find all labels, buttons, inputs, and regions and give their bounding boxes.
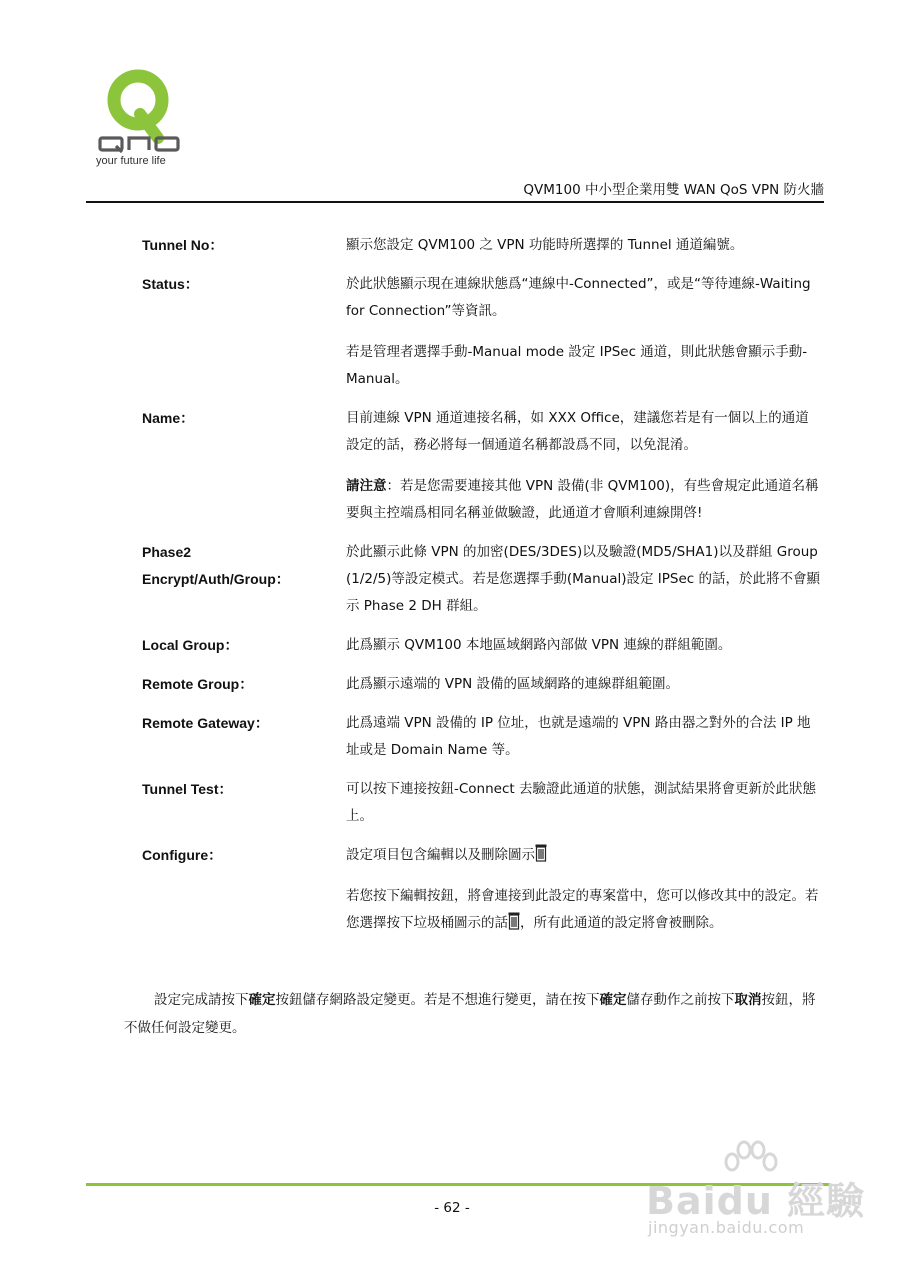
- watermark-url: jingyan.baidu.com: [648, 1218, 805, 1237]
- configure-text: 設定項目包含編輯以及刪除圖示: [346, 847, 535, 863]
- entry-paragraph: 此爲遠端 VPN 設備的 IP 位址，也就是遠端的 VPN 路由器之對外的合法 IP 地址或是 Domain Name 等。: [346, 715, 811, 758]
- entry-paragraph: 可以按下連接按鈕-Connect 去驗證此通道的狀態，測試結果將會更新於此狀態上。: [346, 781, 816, 824]
- qno-logo: [96, 62, 188, 172]
- entry-description: [346, 710, 822, 764]
- entry-label: [142, 539, 346, 620]
- entry-note: [346, 473, 822, 527]
- configure-detail: 若您按下編輯按鈕，將會連接到此設定的專案當中，您可以修改其中的設定。若您選擇按下垃圾桶圖示的話: [346, 888, 819, 931]
- note-strong: 確定: [248, 992, 276, 1008]
- definition-list: [142, 232, 822, 937]
- entry-label-line: Phase2: [142, 544, 192, 560]
- entry-local-group: [142, 632, 822, 659]
- entry-status: [142, 271, 822, 393]
- configure-detail-end: ，所有此通道的設定將會被刪除。: [520, 915, 723, 931]
- entry-description: [346, 271, 822, 393]
- note-text: 按鈕，將不做任何設定變更。: [124, 992, 816, 1036]
- entry-phase2: [142, 539, 822, 620]
- note-strong: 請注意: [346, 478, 387, 494]
- entry-label: Name：: [142, 410, 195, 426]
- entry-paragraph: 目前連線 VPN 通道連接名稱，如 XXX Office，建議您若是有一個以上的通道設定的話，務必將每一個通道名稱都設爲不同，以免混淆。: [346, 410, 809, 453]
- entry-label: Remote Gateway：: [142, 715, 269, 731]
- document-title: QVM100 中小型企業用雙 WAN QoS VPN 防火牆: [523, 182, 824, 198]
- entry-description: [346, 842, 822, 937]
- entry-paragraph: 此爲顯示 QVM100 本地區域網路內部做 VPN 連線的群組範圍。: [346, 637, 732, 653]
- entry-remote-group: [142, 671, 822, 698]
- qno-logo-icon: [96, 62, 188, 154]
- trash-icon: [535, 844, 547, 862]
- page-number: - 62 -: [434, 1200, 470, 1216]
- entry-label: Configure：: [142, 847, 223, 863]
- header-divider: [86, 201, 824, 203]
- entry-description: [346, 671, 822, 698]
- entry-label: Local Group：: [142, 637, 239, 653]
- entry-label: Remote Group：: [142, 676, 254, 692]
- entry-description: [346, 632, 822, 659]
- entry-paragraph: 顯示您設定 QVM100 之 VPN 功能時所選擇的 Tunnel 通道編號。: [346, 237, 744, 253]
- entry-label: Status：: [142, 276, 199, 292]
- entry-paragraph: 若是管理者選擇手動-Manual mode 設定 IPSec 通道，則此狀態會顯示手動-Manual。: [346, 344, 808, 387]
- entry-configure: [142, 842, 822, 937]
- note-strong: 取消: [734, 992, 762, 1008]
- note-text: 設定完成請按下: [154, 992, 249, 1008]
- trash-icon: [508, 912, 520, 930]
- entry-label: Tunnel Test：: [142, 781, 233, 797]
- footer-note: [124, 986, 824, 1042]
- entry-tunnel-test: [142, 776, 822, 830]
- note-text: 按鈕儲存網路設定變更。若是不想進行變更，請在按下: [275, 992, 600, 1008]
- entry-paragraph: 於此狀態顯示現在連線狀態爲“連線中-Connected”，或是“等待連線-Waiting for Connection”等資訊。: [346, 276, 811, 319]
- entry-paragraph: 於此顯示此條 VPN 的加密(DES/3DES)以及驗證(MD5/SHA1)以及群組 Group (1/2/5)等設定模式。若是您選擇手動(Manual)設定 IPSec 的話，於此將不會顯示 Phase 2 DH 群組。: [346, 544, 820, 614]
- entry-name: [142, 405, 822, 527]
- entry-description: [346, 539, 822, 620]
- entry-label: Tunnel No：: [142, 237, 224, 253]
- entry-description: [346, 232, 822, 259]
- entry-description: [346, 405, 822, 527]
- entry-description: [346, 776, 822, 830]
- logo-tagline: your future life: [96, 155, 166, 167]
- entry-label-line: Encrypt/Auth/Group：: [142, 571, 290, 587]
- entry-remote-gateway: [142, 710, 822, 764]
- entry-tunnel-no: [142, 232, 822, 259]
- baidu-watermark: [640, 1140, 880, 1250]
- note-strong: 確定: [599, 992, 627, 1008]
- entry-paragraph: [346, 842, 822, 869]
- note-text: 儲存動作之前按下: [626, 992, 735, 1008]
- note-text: ：若是您需要連接其他 VPN 設備(非 QVM100)，有些會規定此通道名稱要與主控端爲相同名稱並做驗證，此通道才會順利連線開啓!: [346, 478, 819, 521]
- entry-paragraph: [346, 883, 822, 937]
- entry-paragraph: 此爲顯示遠端的 VPN 設備的區域網路的連線群組範圍。: [346, 676, 680, 692]
- watermark-brand: Baidu 經驗: [646, 1179, 866, 1223]
